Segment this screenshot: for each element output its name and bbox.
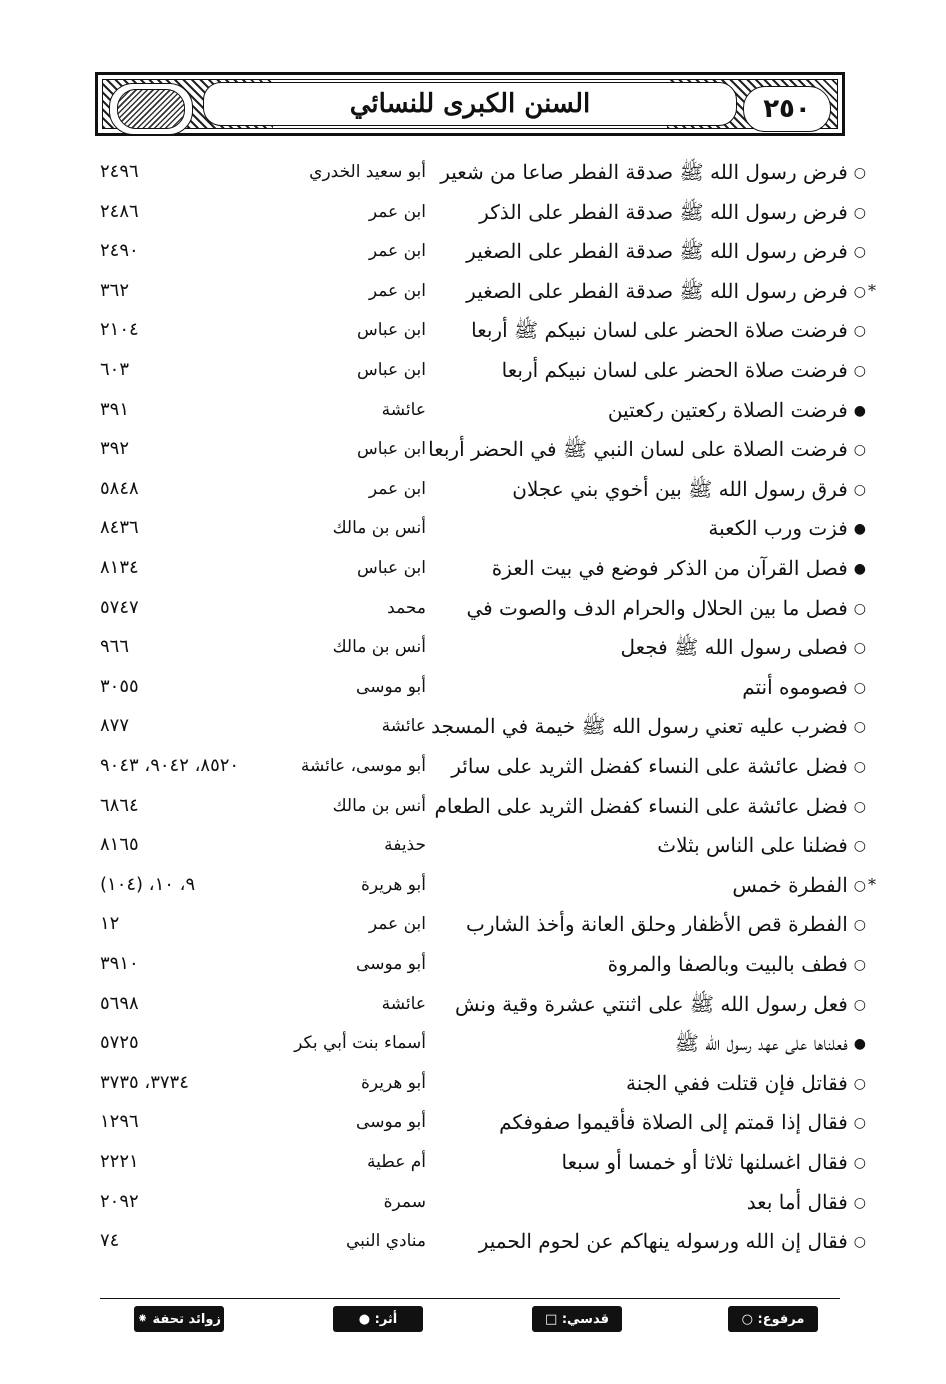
narrator: أنس بن مالك	[332, 795, 426, 816]
hadith-text: فطف بالبيت وبالصفا والمروة	[607, 952, 848, 976]
index-row	[0, 1142, 946, 1182]
narrator: أبو موسى	[356, 676, 426, 697]
hadith-numbers: ٩، ١٠، (١٠٤)	[100, 873, 196, 895]
index-row	[0, 1023, 946, 1063]
narrator: ابن عباس	[356, 558, 426, 578]
type-marker-icon: ○	[853, 877, 866, 894]
hadith-text: فقال اغسلنها ثلاثا أو خمسا أو سبعا	[561, 1150, 848, 1174]
index-row	[0, 310, 946, 350]
hadith-numbers: ٣٦٢	[100, 279, 130, 301]
index-row	[0, 588, 946, 628]
type-marker-icon: ○	[853, 323, 866, 340]
hadith-text: فرض رسول الله ﷺ صدقة الفطر على الذكر	[479, 199, 848, 224]
legend-qudsi: قدسي: □	[532, 1306, 622, 1332]
narrator: أبو موسى، عائشة	[300, 756, 426, 776]
hadith-opening	[366, 588, 866, 628]
index-row	[0, 746, 946, 786]
type-marker-icon: ○	[853, 996, 866, 1013]
hadith-opening	[366, 508, 866, 548]
type-marker-icon: ○	[853, 204, 866, 221]
type-marker-icon: ○	[853, 165, 866, 181]
page-number: ٢٥٠	[743, 86, 831, 132]
narrator: منادي النبي	[345, 1231, 426, 1252]
narrator: أسماء بنت أبي بكر	[294, 1033, 426, 1054]
hadith-numbers: ٢٤٨٦	[100, 200, 139, 222]
type-marker-icon: ○	[853, 363, 866, 379]
hadith-opening	[366, 865, 866, 905]
index-row	[0, 1102, 946, 1142]
hadith-opening	[366, 548, 866, 588]
hadith-opening	[366, 152, 866, 192]
narrator: أبو هريرة	[360, 874, 426, 895]
hadith-opening	[366, 1102, 866, 1142]
narrator: ابن عمر	[368, 478, 426, 499]
hadith-opening	[366, 1023, 866, 1063]
footer-divider	[100, 1298, 840, 1299]
index-row	[0, 1221, 946, 1261]
hadith-numbers: ٢٠٩٢	[100, 1190, 139, 1212]
hadith-text: فقال أما بعد	[746, 1189, 848, 1214]
hadith-text: فعلناها على عهد رسول الله ﷺ	[674, 1031, 848, 1056]
index-row	[0, 865, 946, 905]
hadith-text: فرض رسول الله ﷺ صدقة الفطر على الصغير	[466, 278, 848, 303]
hadith-text: الفطرة خمس	[732, 872, 848, 897]
narrator: ابن عمر	[368, 241, 426, 262]
narrator: ابن عباس	[356, 439, 426, 460]
type-marker-icon: ●	[853, 1036, 866, 1053]
index-row	[0, 825, 946, 865]
hadith-opening	[366, 627, 866, 667]
index-row	[0, 944, 946, 984]
header-frame	[102, 79, 838, 129]
type-marker-icon: ●	[853, 402, 866, 419]
hadith-numbers: ٣٩١٠	[100, 953, 139, 974]
type-marker-icon: ○	[853, 600, 866, 617]
hadith-opening	[366, 786, 866, 826]
index-row	[0, 667, 946, 707]
seal-ornament-icon	[117, 89, 185, 129]
type-marker-icon: ○	[853, 244, 866, 261]
index-row	[0, 1063, 946, 1103]
hadith-text: فصوموه أنتم	[742, 674, 848, 699]
zawaid-asterisk-icon: *	[868, 280, 876, 300]
hadith-numbers: ٣٠٥٥	[100, 675, 139, 697]
index-row	[0, 192, 946, 232]
hadith-text: فصل ما بين الحلال والحرام الدف والصوت في	[466, 595, 848, 620]
type-marker-icon: ○	[853, 957, 866, 973]
index-row	[0, 469, 946, 509]
hadith-text: فضل عائشة على النساء كفضل الثريد على سائر	[451, 754, 848, 778]
hadith-opening	[366, 904, 866, 944]
hadith-numbers: ٦٠٣	[100, 359, 130, 380]
type-marker-icon: ○	[853, 1075, 866, 1092]
hadith-opening	[366, 310, 866, 350]
narrator: أبو موسى	[356, 1112, 426, 1133]
hadith-numbers: ٢٢٢١	[100, 1151, 139, 1172]
hadith-text: فقال إذا قمتم إلى الصلاة فأقيموا صفوفكم	[499, 1110, 848, 1135]
hadith-text: فضرب عليه تعني رسول الله ﷺ خيمة في المسجد	[431, 714, 848, 739]
type-marker-icon: ○	[853, 1234, 866, 1251]
hadith-numbers: ٣٩١	[100, 398, 130, 420]
hadith-opening	[366, 746, 866, 786]
hadith-text: فرضت الصلاة ركعتين ركعتين	[607, 397, 848, 422]
type-marker-icon: ○	[853, 759, 866, 775]
hadith-opening	[366, 429, 866, 469]
hadith-text: فرضت الصلاة على لسان النبي ﷺ في الحضر أربعا	[428, 437, 848, 462]
hadith-numbers: ٨١٦٥	[100, 834, 139, 856]
hadith-opening	[366, 825, 866, 865]
index-row	[0, 786, 946, 826]
hadith-numbers: ٧٤	[100, 1230, 120, 1252]
index-row	[0, 350, 946, 390]
narrator: أنس بن مالك	[332, 637, 426, 658]
type-marker-icon: ○	[853, 1155, 866, 1171]
zawaid-asterisk-icon: *	[868, 874, 876, 894]
book-title: السنن الكبرى للنسائي	[203, 82, 737, 126]
hadith-opening	[366, 1182, 866, 1222]
hadith-text: فصل القرآن من الذكر فوضع في بيت العزة	[491, 556, 848, 580]
type-marker-icon: ●	[853, 561, 866, 577]
type-marker-icon: ○	[853, 917, 866, 934]
publisher-seal	[109, 83, 193, 135]
index-row	[0, 904, 946, 944]
hadith-text: فرض رسول الله ﷺ صدقة الفطر صاعا من شعير	[440, 160, 848, 184]
narrator: محمد	[387, 597, 426, 618]
hadith-numbers: ٨١٣٤	[100, 557, 139, 578]
narrator: ابن عباس	[356, 360, 426, 380]
index-row	[0, 1182, 946, 1222]
type-marker-icon: ○	[853, 1194, 866, 1211]
type-marker-icon: ○	[853, 838, 866, 855]
narrator: ابن عمر	[368, 280, 426, 301]
hadith-text: الفطرة قص الأظفار وحلق العانة وأخذ الشارب	[465, 912, 848, 937]
index-row	[0, 271, 946, 311]
type-marker-icon: ○	[853, 798, 866, 815]
narrator: أبو سعيد الخدري	[309, 162, 426, 182]
index-row	[0, 984, 946, 1024]
hadith-text: فصلى رسول الله ﷺ فجعل	[620, 635, 848, 660]
hadith-opening	[366, 1221, 866, 1261]
hadith-numbers: ٩٦٦	[100, 636, 130, 658]
hadith-opening	[366, 706, 866, 746]
hadith-numbers: ٥٨٤٨	[100, 477, 139, 499]
index-row	[0, 429, 946, 469]
hadith-opening	[366, 350, 866, 390]
legend-marfu: مرفوع: ○	[728, 1306, 818, 1332]
hadith-numbers: ٨٥٢٠، ٩٠٤٢، ٩٠٤٣	[100, 755, 240, 776]
hadith-opening	[366, 1142, 866, 1182]
hadith-opening	[366, 231, 866, 271]
hadith-text: فرضت صلاة الحضر على لسان نبيكم أربعا	[501, 358, 848, 382]
type-marker-icon: ○	[853, 442, 866, 459]
hadith-numbers: ١٢٩٦	[100, 1111, 139, 1133]
narrator: أبو موسى	[356, 954, 426, 974]
index-row	[0, 231, 946, 271]
hadith-text: فضلنا على الناس بثلاث	[657, 833, 848, 858]
legend-zawaid: زوائد تحفة ⁕	[134, 1306, 224, 1332]
legend-athar: أثر: ●	[333, 1306, 423, 1332]
hadith-opening	[366, 469, 866, 509]
narrator: عائشة	[381, 993, 426, 1014]
hadith-opening	[366, 390, 866, 430]
narrator: أبو هريرة	[360, 1072, 426, 1093]
type-marker-icon: ○	[853, 719, 866, 736]
index-row	[0, 627, 946, 667]
hadith-text: فقاتل فإن قتلت ففي الجنة	[626, 1070, 848, 1095]
hadith-numbers: ٢٤٩٠	[100, 240, 139, 262]
hadith-numbers: ٨٤٣٦	[100, 517, 139, 539]
hadith-opening	[366, 667, 866, 707]
hadith-numbers: ٢١٠٤	[100, 319, 139, 341]
narrator: أنس بن مالك	[332, 518, 426, 539]
narrator: عائشة	[381, 399, 426, 420]
hadith-text: فضل عائشة على النساء كفضل الثريد على الطعام	[434, 793, 848, 818]
hadith-opening	[366, 944, 866, 984]
hadith-numbers: ٥٧٢٥	[100, 1032, 139, 1054]
narrator: حذيفة	[384, 835, 426, 856]
page-header	[95, 72, 845, 136]
hadith-opening	[366, 192, 866, 232]
narrator: ابن عباس	[356, 320, 426, 341]
hadith-numbers: ٦٨٦٤	[100, 794, 139, 816]
hadith-text: فرض رسول الله ﷺ صدقة الفطر على الصغير	[466, 239, 848, 264]
hadith-opening	[366, 984, 866, 1024]
narrator: عائشة	[381, 716, 426, 737]
hadith-numbers: ٥٦٩٨	[100, 992, 139, 1014]
index-row	[0, 508, 946, 548]
type-marker-icon: ●	[853, 521, 866, 538]
narrator: ابن عمر	[368, 201, 426, 222]
index-row	[0, 548, 946, 588]
hadith-numbers: ٣٩٢	[100, 438, 130, 460]
narrator: سمرة	[383, 1191, 426, 1212]
index-row	[0, 706, 946, 746]
index-row	[0, 390, 946, 430]
index-row	[0, 152, 946, 192]
hadith-text: فرضت صلاة الحضر على لسان نبيكم ﷺ أربعا	[471, 318, 848, 343]
type-marker-icon: ○	[853, 283, 866, 300]
hadith-numbers: ٢٤٩٦	[100, 161, 139, 182]
hadith-opening	[366, 271, 866, 311]
type-marker-icon: ○	[853, 1115, 866, 1132]
hadith-numbers: ١٢	[100, 913, 120, 935]
hadith-numbers: ٨٧٧	[100, 715, 130, 737]
hadith-numbers: ٣٧٣٤، ٣٧٣٥	[100, 1071, 189, 1093]
type-marker-icon: ○	[853, 679, 866, 696]
hadith-text: فقال إن الله ورسوله ينهاكم عن لحوم الحمير	[478, 1229, 848, 1254]
narrator: ابن عمر	[368, 914, 426, 935]
hadith-opening	[366, 1063, 866, 1103]
hadith-text: فرق رسول الله ﷺ بين أخوي بني عجلان	[512, 476, 848, 501]
hadith-text: فعل رسول الله ﷺ على اثنتي عشرة وقية ونش	[455, 991, 848, 1016]
hadith-numbers: ٥٧٤٧	[100, 596, 139, 618]
type-marker-icon: ○	[853, 640, 866, 657]
hadith-text: فزت ورب الكعبة	[708, 516, 848, 541]
narrator: أم عطية	[367, 1152, 426, 1172]
type-marker-icon: ○	[853, 481, 866, 498]
